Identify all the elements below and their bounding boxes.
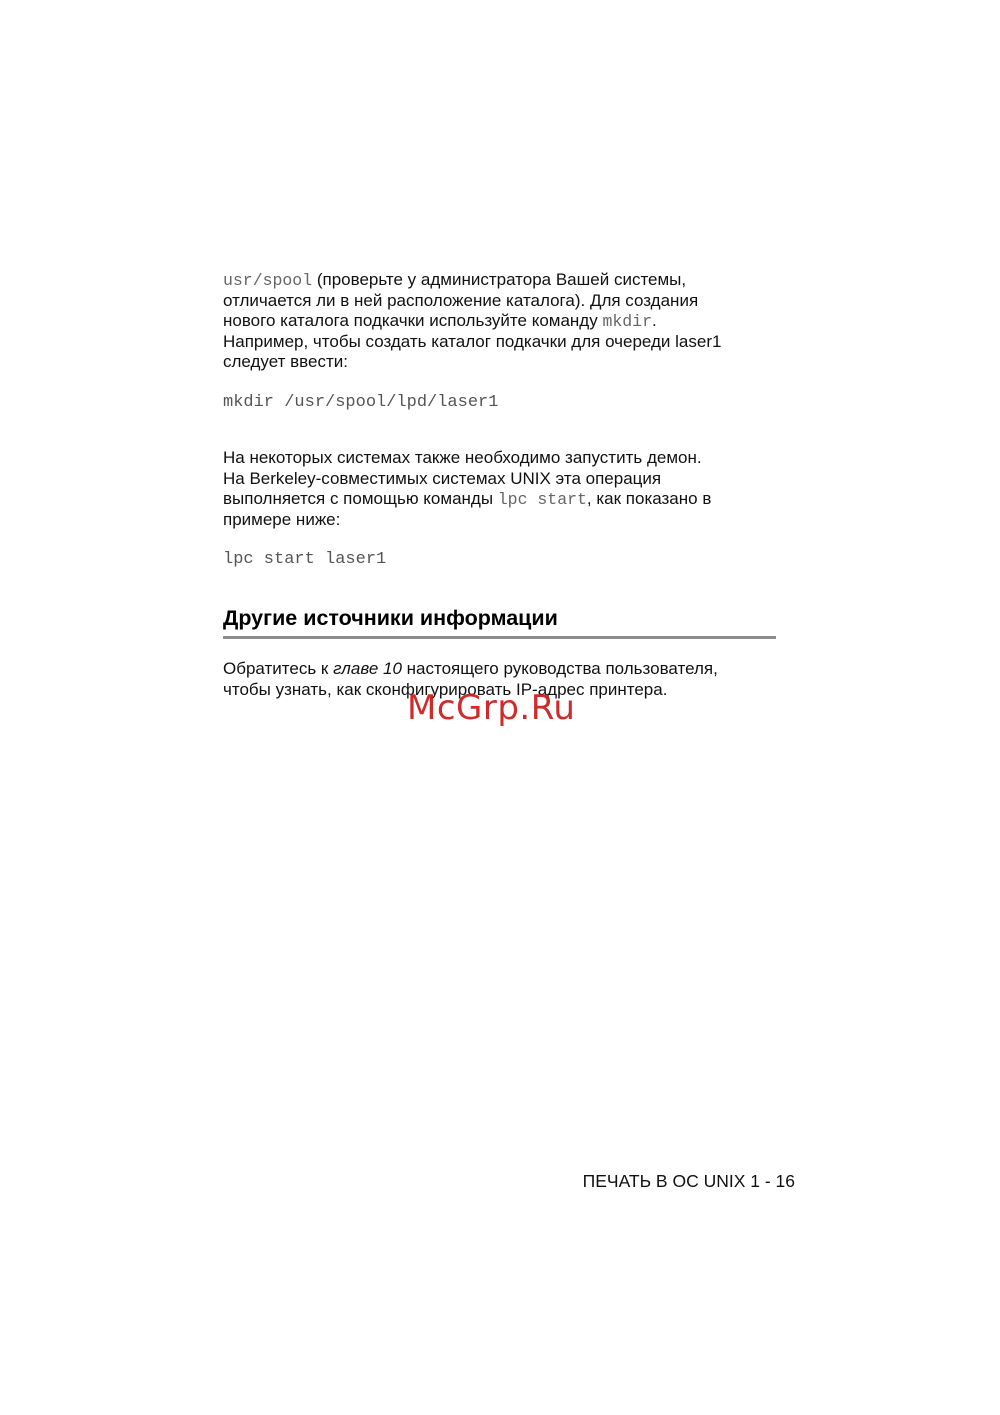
inline-code-lpc-start: lpc start: [497, 490, 587, 509]
paragraph-line: отличается ли в ней расположение каталога). Для создания: [223, 290, 699, 310]
page-footer: ПЕЧАТЬ В ОС UNIX 1 - 16: [582, 1171, 795, 1191]
inline-code-usr-spool: usr/spool: [223, 271, 313, 290]
paragraph-text: , как показано в: [586, 489, 712, 508]
heading-rule: [223, 636, 776, 639]
watermark: McGrp.Ru: [407, 688, 576, 728]
paragraph-line: [223, 270, 783, 291]
paragraph-line: На Berkeley-совместимых системах UNIX эта операция: [223, 468, 662, 488]
chapter-reference: главе 10: [333, 659, 402, 678]
paragraph-line: следует ввести:: [223, 352, 348, 371]
paragraph-spool-directory: [223, 270, 783, 373]
inline-code-mkdir: mkdir: [602, 312, 652, 331]
section-heading: Другие источники информации: [223, 606, 558, 630]
paragraph-text: .: [651, 311, 657, 330]
paragraph-text: настоящего руководства пользователя,: [401, 659, 718, 678]
paragraph-line: чтобы узнать, как сконфигурировать IP-адрес принтера.: [223, 679, 668, 699]
paragraph-line: примере ниже:: [223, 509, 341, 529]
paragraph-daemon: [223, 448, 783, 530]
code-example-mkdir: mkdir /usr/spool/lpd/laser1: [223, 393, 499, 412]
paragraph-text: Обратитесь к: [223, 659, 334, 678]
paragraph-line: [223, 659, 783, 680]
code-example-lpc-start: lpc start laser1: [223, 550, 387, 569]
paragraph-text: (проверьте у администратора Вашей системы,: [312, 270, 687, 289]
paragraph-text: нового каталога подкачки используйте команду: [223, 311, 603, 330]
paragraph-line: [223, 489, 783, 510]
paragraph-text: выполняется с помощью команды: [223, 489, 498, 508]
paragraph-line: [223, 311, 783, 332]
paragraph-line: На некоторых системах также необходимо запустить демон.: [223, 448, 702, 467]
paragraph-line: Например, чтобы создать каталог подкачки для очереди laser1: [223, 331, 722, 351]
